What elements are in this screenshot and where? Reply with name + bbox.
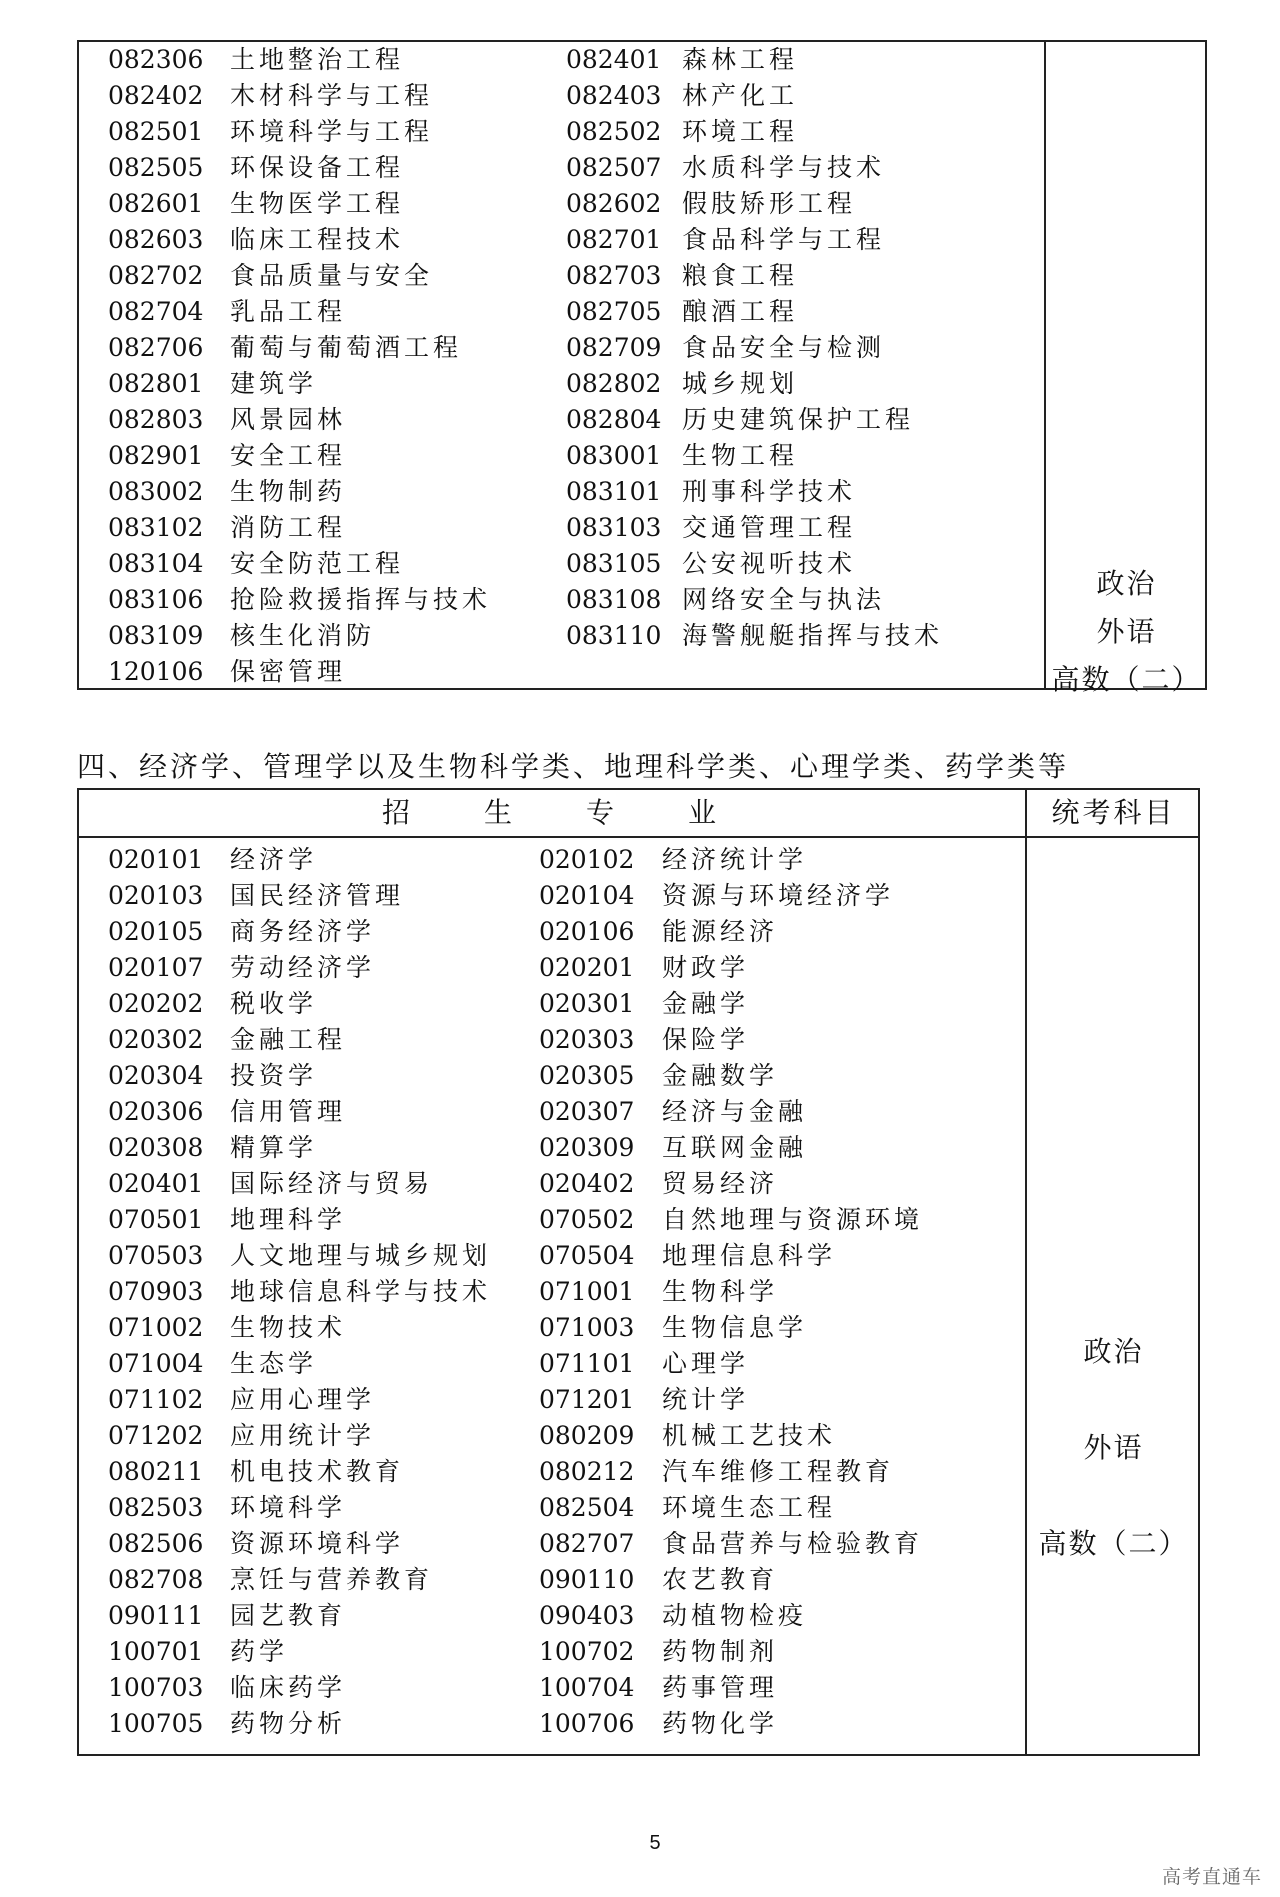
major-code: 020201 [539,953,635,982]
table-row [79,1454,1019,1490]
major-code: 100702 [539,1637,635,1666]
subject-advanced-math: 高数（二） [1051,663,1202,696]
major-name: 地理信息科学 [662,1241,837,1270]
major-name: 农艺教育 [662,1565,779,1594]
major-table-economics-management [77,788,1200,1756]
major-code: 082403 [566,81,662,110]
major-code: 082802 [566,369,662,398]
major-name: 生物技术 [230,1313,347,1342]
table-row [79,1526,1019,1562]
major-code: 082602 [566,189,662,218]
major-name: 应用统计学 [230,1421,376,1450]
major-name: 城乡规划 [682,369,799,398]
major-code: 082401 [566,45,662,74]
table-row [79,474,1019,510]
major-name: 林产化工 [682,81,799,110]
table-row [79,950,1019,986]
major-code: 082306 [108,45,204,74]
table-row [79,654,1019,690]
table-row [79,510,1019,546]
major-code: 071003 [539,1313,635,1342]
major-name: 历史建筑保护工程 [682,405,915,434]
major-code: 071001 [539,1277,635,1306]
major-code: 020107 [108,953,204,982]
major-code: 082703 [566,261,662,290]
major-code: 082503 [108,1493,204,1522]
major-name: 心理学 [662,1349,750,1378]
major-code: 083105 [566,549,662,578]
major-code: 082502 [566,117,662,146]
major-name: 贸易经济 [662,1169,779,1198]
major-name: 环境科学 [230,1493,347,1522]
column-divider [1025,790,1027,1754]
major-code: 090110 [539,1565,635,1594]
major-code: 020401 [108,1169,204,1198]
table-row [79,1706,1019,1742]
major-name: 人文地理与城乡规划 [230,1241,492,1270]
major-name: 药物分析 [230,1709,347,1738]
table-row [79,1598,1019,1634]
table-row [79,402,1019,438]
major-name: 动植物检疫 [662,1601,808,1630]
table-row [79,1670,1019,1706]
major-code: 082708 [108,1565,204,1594]
major-name: 水质科学与技术 [682,153,886,182]
major-name: 安全工程 [230,441,347,470]
subject-foreign-language: 外语 [1096,615,1157,648]
table-row [79,1130,1019,1166]
major-name: 酿酒工程 [682,297,799,326]
table-row [79,366,1019,402]
major-code: 083001 [566,441,662,470]
table-row [79,1274,1019,1310]
major-code: 082601 [108,189,204,218]
major-name: 金融学 [662,989,750,1018]
subject-politics: 政治 [1083,1335,1144,1368]
major-code: 082603 [108,225,204,254]
major-code: 082707 [539,1529,635,1558]
major-list [79,42,1019,690]
major-name: 精算学 [230,1133,318,1162]
table-row [79,546,1019,582]
major-name: 国民经济管理 [230,881,405,910]
major-code: 020306 [108,1097,204,1126]
major-code: 020303 [539,1025,635,1054]
table-row [79,1166,1019,1202]
major-code: 100705 [108,1709,204,1738]
major-code: 082706 [108,333,204,362]
table-row [79,186,1019,222]
table-row [79,878,1019,914]
major-code: 020106 [539,917,635,946]
major-code: 082801 [108,369,204,398]
major-name: 地球信息科学与技术 [230,1277,492,1306]
major-name: 生物制药 [230,477,347,506]
major-code: 082507 [566,153,662,182]
major-code: 100703 [108,1673,204,1702]
major-name: 资源与环境经济学 [662,881,895,910]
major-name: 乳品工程 [230,297,347,326]
major-code: 020308 [108,1133,204,1162]
major-name: 环境生态工程 [662,1493,837,1522]
major-code: 020304 [108,1061,204,1090]
major-name: 商务经济学 [230,917,376,946]
major-code: 083106 [108,585,204,614]
table-row [79,258,1019,294]
major-name: 葡萄与葡萄酒工程 [230,333,463,362]
major-table-engineering [77,40,1207,696]
major-code: 071004 [108,1349,204,1378]
table-row [79,1634,1019,1670]
major-name: 核生化消防 [230,621,376,650]
table-row [79,150,1019,186]
table-row [79,78,1019,114]
major-code: 020104 [539,881,635,910]
major-name: 网络安全与执法 [682,585,886,614]
page-number: 5 [649,1832,661,1854]
major-code: 100701 [108,1637,204,1666]
major-name: 土地整治工程 [230,45,405,74]
table-row [79,1022,1019,1058]
major-name: 粮食工程 [682,261,799,290]
major-code: 070501 [108,1205,204,1234]
table-row [79,618,1019,654]
major-name: 临床药学 [230,1673,347,1702]
major-name: 环保设备工程 [230,153,405,182]
major-code: 082804 [566,405,662,434]
major-name: 经济学 [230,845,318,874]
watermark: 高考直通车 [1161,1866,1262,1888]
major-code: 082402 [108,81,204,110]
major-name: 经济与金融 [662,1097,808,1126]
subject-advanced-math: 高数（二） [1038,1527,1189,1560]
major-name: 地理科学 [230,1205,347,1234]
major-code: 020202 [108,989,204,1018]
major-name: 建筑学 [230,369,318,398]
major-code: 082709 [566,333,662,362]
major-code: 020307 [539,1097,635,1126]
major-list [79,842,1019,1742]
major-code: 071202 [108,1421,204,1450]
major-code: 080209 [539,1421,635,1450]
major-code: 020103 [108,881,204,910]
major-name: 生物科学 [662,1277,779,1306]
major-code: 090403 [539,1601,635,1630]
table-row [79,582,1019,618]
major-code: 020101 [108,845,204,874]
major-name: 园艺教育 [230,1601,347,1630]
major-code: 020105 [108,917,204,946]
section-title: 四、经济学、管理学以及生物科学类、地理科学类、心理学类、药学类等 [77,750,1070,783]
major-code: 070903 [108,1277,204,1306]
major-name: 食品质量与安全 [230,261,434,290]
major-code: 083108 [566,585,662,614]
major-code: 083101 [566,477,662,506]
major-name: 金融工程 [230,1025,347,1054]
major-name: 投资学 [230,1061,318,1090]
table-row [79,294,1019,330]
major-name: 食品科学与工程 [682,225,886,254]
major-code: 082501 [108,117,204,146]
major-name: 交通管理工程 [682,513,857,542]
major-name: 资源环境科学 [230,1529,405,1558]
table-row [79,914,1019,950]
major-code: 020102 [539,845,635,874]
major-name: 机电技术教育 [230,1457,405,1486]
major-code: 083110 [566,621,662,650]
major-name: 风景园林 [230,405,347,434]
header-subjects: 统考科目 [1051,796,1176,829]
major-name: 公安视听技术 [682,549,857,578]
major-name: 生物信息学 [662,1313,808,1342]
major-name: 消防工程 [230,513,347,542]
major-code: 100704 [539,1673,635,1702]
major-name: 环境科学与工程 [230,117,434,146]
table-row [79,1418,1019,1454]
major-code: 083102 [108,513,204,542]
major-name: 税收学 [230,989,318,1018]
major-code: 082702 [108,261,204,290]
major-code: 083002 [108,477,204,506]
major-name: 金融数学 [662,1061,779,1090]
major-code: 083109 [108,621,204,650]
major-name: 能源经济 [662,917,779,946]
major-name: 财政学 [662,953,750,982]
major-name: 食品营养与检验教育 [662,1529,924,1558]
major-name: 临床工程技术 [230,225,405,254]
major-name: 安全防范工程 [230,549,405,578]
major-name: 保险学 [662,1025,750,1054]
major-code: 020309 [539,1133,635,1162]
major-code: 071002 [108,1313,204,1342]
major-name: 海警舰艇指挥与技术 [682,621,944,650]
major-name: 生物医学工程 [230,189,405,218]
major-name: 森林工程 [682,45,799,74]
major-code: 120106 [108,657,204,686]
header-divider [79,836,1198,838]
major-code: 082701 [566,225,662,254]
major-name: 互联网金融 [662,1133,808,1162]
table-row [79,986,1019,1022]
major-code: 071201 [539,1385,635,1414]
major-name: 环境工程 [682,117,799,146]
major-code: 082803 [108,405,204,434]
major-name: 劳动经济学 [230,953,376,982]
table-row [79,1058,1019,1094]
major-name: 假肢矫形工程 [682,189,857,218]
subject-foreign-language: 外语 [1083,1431,1144,1464]
major-name: 药物制剂 [662,1637,779,1666]
major-name: 药物化学 [662,1709,779,1738]
major-name: 经济统计学 [662,845,808,874]
table-row [79,1094,1019,1130]
major-name: 统计学 [662,1385,750,1414]
major-code: 070502 [539,1205,635,1234]
major-code: 071101 [539,1349,635,1378]
major-code: 082504 [539,1493,635,1522]
table-row [79,1562,1019,1598]
major-name: 药学 [230,1637,289,1666]
major-name: 汽车维修工程教育 [662,1457,895,1486]
subject-politics: 政治 [1096,567,1157,600]
major-code: 083104 [108,549,204,578]
major-name: 烹饪与营养教育 [230,1565,434,1594]
major-name: 信用管理 [230,1097,347,1126]
major-name: 生态学 [230,1349,318,1378]
major-code: 080212 [539,1457,635,1486]
major-name: 保密管理 [230,657,347,686]
table-row [79,438,1019,474]
table-row [79,1382,1019,1418]
major-code: 082505 [108,153,204,182]
major-code: 082901 [108,441,204,470]
major-name: 机械工艺技术 [662,1421,837,1450]
table-row [79,42,1019,78]
major-code: 083103 [566,513,662,542]
major-code: 070503 [108,1241,204,1270]
table-row [79,222,1019,258]
major-code: 020402 [539,1169,635,1198]
major-code: 080211 [108,1457,204,1486]
major-code: 082705 [566,297,662,326]
table-row [79,1238,1019,1274]
major-name: 食品安全与检测 [682,333,886,362]
major-name: 刑事科学技术 [682,477,857,506]
major-code: 082506 [108,1529,204,1558]
table-row [79,114,1019,150]
major-name: 应用心理学 [230,1385,376,1414]
major-code: 020305 [539,1061,635,1090]
major-code: 090111 [108,1601,204,1630]
major-code: 100706 [539,1709,635,1738]
major-name: 国际经济与贸易 [230,1169,434,1198]
major-code: 020301 [539,989,635,1018]
major-code: 070504 [539,1241,635,1270]
major-name: 药事管理 [662,1673,779,1702]
table-row [79,842,1019,878]
major-name: 抢险救援指挥与技术 [230,585,492,614]
major-name: 自然地理与资源环境 [662,1205,924,1234]
table-row [79,1202,1019,1238]
major-name: 生物工程 [682,441,799,470]
table-row [79,1490,1019,1526]
major-code: 071102 [108,1385,204,1414]
major-code: 082704 [108,297,204,326]
table-row [79,330,1019,366]
major-code: 020302 [108,1025,204,1054]
header-major: 招 生 专 业 [381,796,722,829]
major-name: 木材科学与工程 [230,81,434,110]
table-row [79,1346,1019,1382]
table-row [79,1310,1019,1346]
